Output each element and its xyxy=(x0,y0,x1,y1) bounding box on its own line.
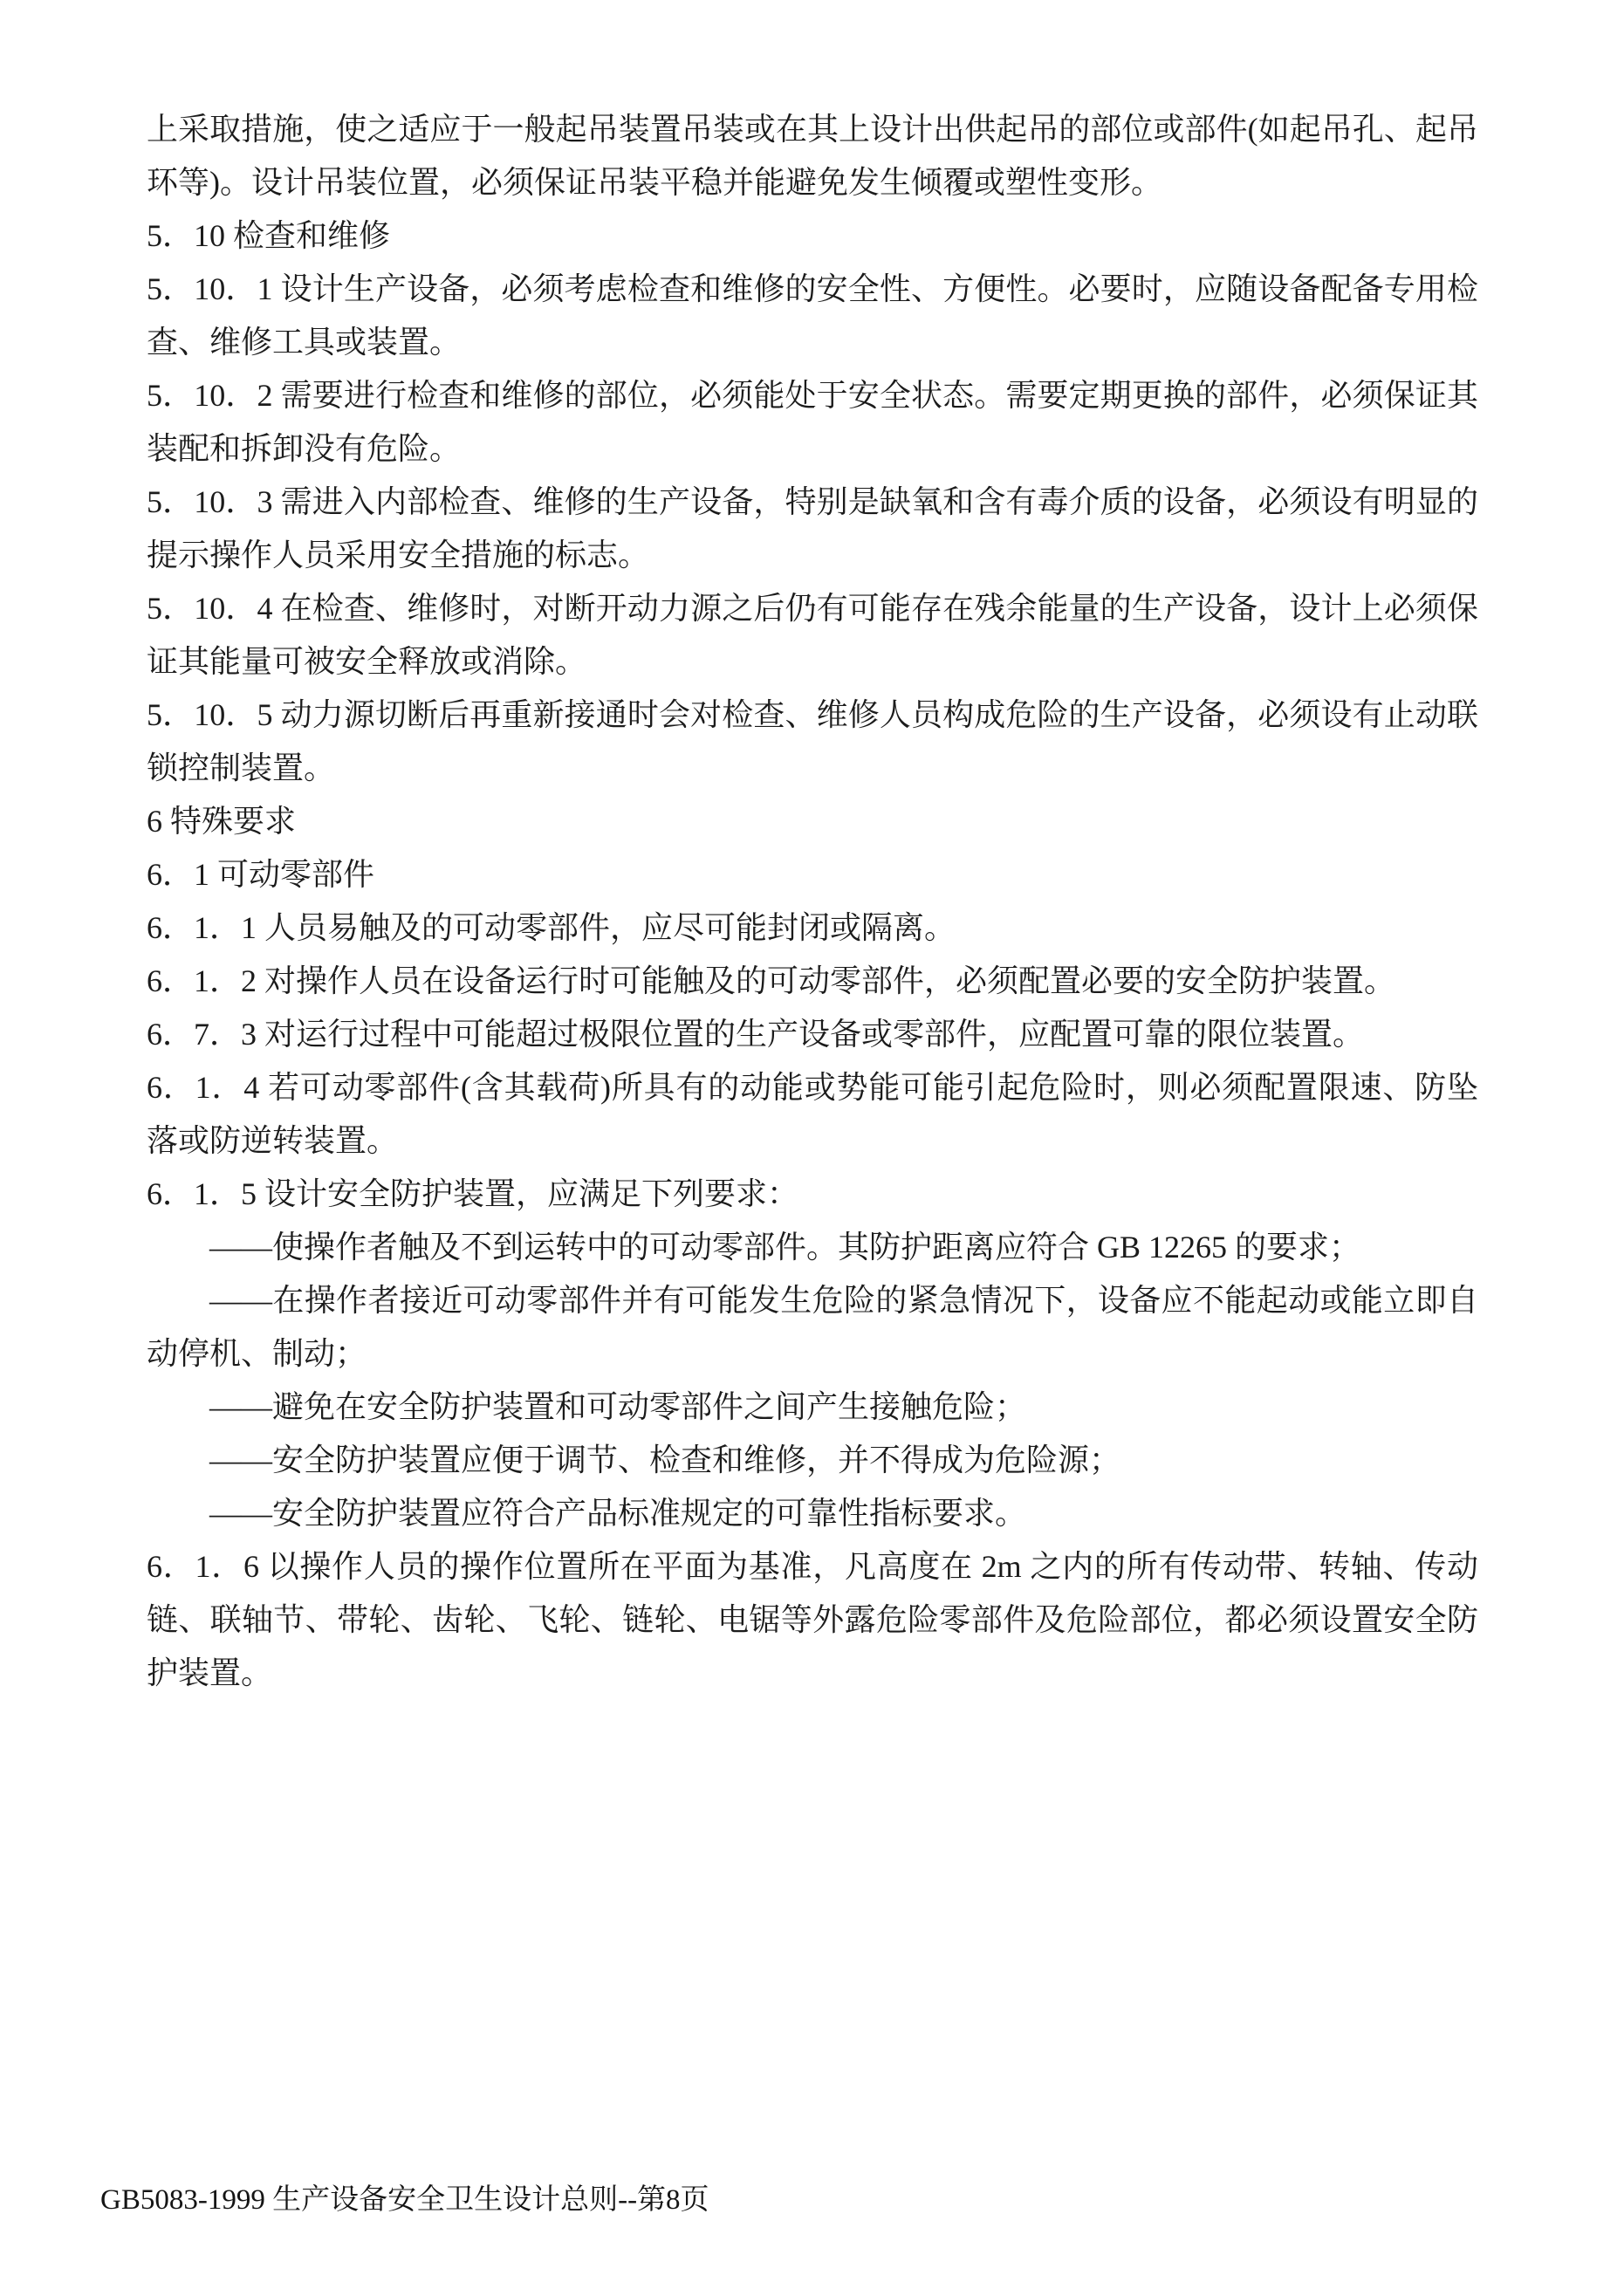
paragraph: 6．1．6 以操作人员的操作位置所在平面为基准，凡高度在 2m 之内的所有传动带、转轴、传动链、联轴节、带轮、齿轮、飞轮、链轮、电锯等外露危险零部件及危险部位，都必须设置安全防护装置。 xyxy=(147,1549,1478,1690)
paragraph: 6．1．5 设计安全防护装置，应满足下列要求： xyxy=(147,1176,799,1211)
paragraph: 6．1．1 人员易触及的可动零部件，应尽可能封闭或隔离。 xyxy=(147,910,956,945)
paragraph: 5．10．3 需进入内部检查、维修的生产设备，特别是缺氧和含有毒介质的设备，必须设有明显的提示操作人员采用安全措施的标志。 xyxy=(147,484,1478,572)
paragraph: 5．10．1 设计生产设备，必须考虑检查和维修的安全性、方便性。必要时，应随设备配备专用检查、维修工具或装置。 xyxy=(147,271,1478,360)
section-heading: 5．10 检查和维修 xyxy=(147,218,391,253)
dash-list-item: ——使操作者触及不到运转中的可动零部件。其防护距离应符合 GB 12265 的要求； xyxy=(209,1230,1361,1265)
paragraph: 5．10．4 在检查、维修时，对断开动力源之后仍有可能存在残余能量的生产设备，设计上必须保证其能量可被安全释放或消除。 xyxy=(147,591,1478,679)
paragraph: 6．1．2 对操作人员在设备运行时可能触及的可动零部件，必须配置必要的安全防护装置。 xyxy=(147,963,1396,998)
section-heading: 6．1 可动零部件 xyxy=(147,857,375,892)
paragraph: 6．7．3 对运行过程中可能超过极限位置的生产设备或零部件，应配置可靠的限位装置。 xyxy=(147,1017,1365,1052)
dash-list-item: ——安全防护装置应便于调节、检查和维修，并不得成为危险源； xyxy=(209,1443,1121,1477)
section-heading: 6 特殊要求 xyxy=(147,804,297,839)
dash-list-item: ——安全防护装置应符合产品标准规定的可靠性指标要求。 xyxy=(209,1496,1027,1531)
paragraph: 上采取措施，使之适应于一般起吊装置吊装或在其上设计出供起吊的部位或部件(如起吊孔、起吊环等)。设计吊装位置，必须保证吊装平稳并能避免发生倾覆或塑性变形。 xyxy=(147,112,1478,200)
page-footer: GB5083-1999 生产设备安全卫生设计总则--第8页 xyxy=(100,2184,709,2216)
dash-list-item: ——避免在安全防护装置和可动零部件之间产生接触危险； xyxy=(209,1389,1027,1424)
paragraph: 5．10．5 动力源切断后再重新接通时会对检查、维修人员构成危险的生产设备，必须设有止动联锁控制装置。 xyxy=(147,697,1478,785)
document-content xyxy=(147,103,1478,1700)
paragraph: 6．1．4 若可动零部件(含其载荷)所具有的动能或势能可能引起危险时，则必须配置限速、防坠落或防逆转装置。 xyxy=(147,1070,1478,1158)
dash-list-item: ——在操作者接近可动零部件并有可能发生危险的紧急情况下，设备应不能起动或能立即自动停机、制动； xyxy=(147,1283,1478,1371)
paragraph: 5．10．2 需要进行检查和维修的部位，必须能处于安全状态。需要定期更换的部件，必须保证其装配和拆卸没有危险。 xyxy=(147,378,1478,466)
